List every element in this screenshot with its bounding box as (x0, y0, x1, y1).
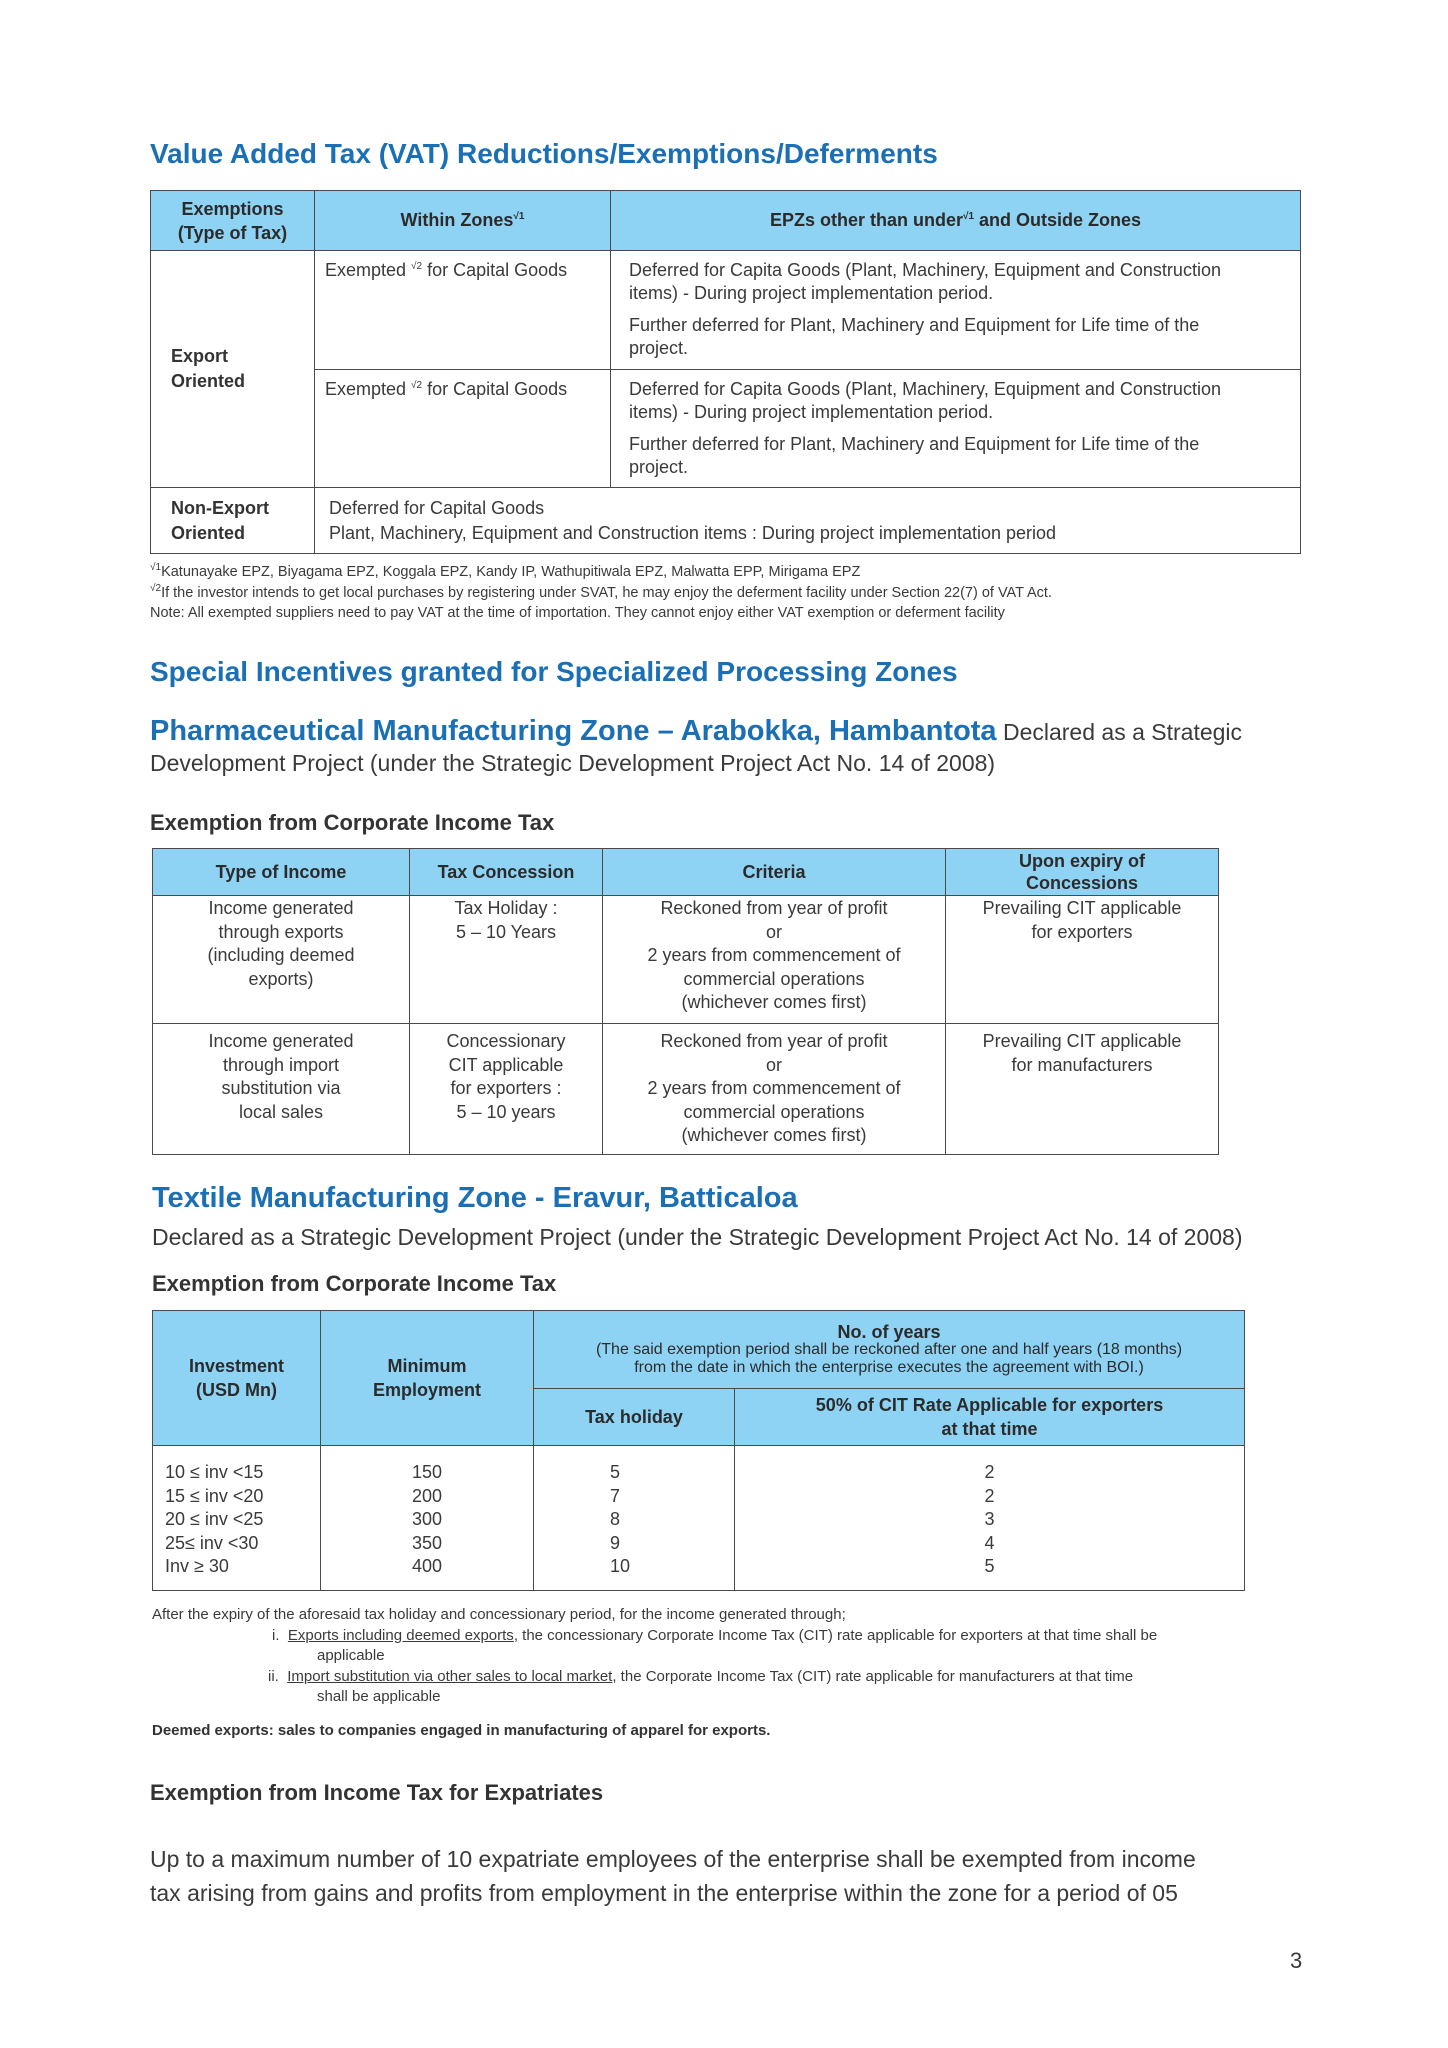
pharma-declared-inline: Declared as a Strategic (996, 719, 1243, 745)
table-row: 20 ≤ inv <25 (165, 1509, 264, 1529)
exports-link-text: Exports including deemed exports (287, 1626, 514, 1644)
textile-subheading: Exemption from Corporate Income Tax (152, 1271, 557, 1296)
list-item-continuation: shall be applicable (317, 1688, 441, 1705)
textile-header-tax-holiday: Tax holiday (534, 1389, 735, 1446)
table-row: 15 ≤ inv <20 (165, 1485, 264, 1506)
textile-holiday-col: 5 7 8 9 10 (534, 1446, 735, 1591)
textile-title: Textile Manufacturing Zone - Eravur, Batticaloa (152, 1182, 798, 1214)
textile-header-years: No. of years (The said exemption period shall be reckoned after one and half years (18 months) from the date in which the enterprise executes the agreement with BOI.) (534, 1311, 1245, 1389)
pharma-title: Pharmaceutical Manufacturing Zone – Arabokka, Hambantota (150, 715, 997, 747)
table-row: 25≤ inv <30 (165, 1532, 259, 1553)
textile-declared: Declared as a Strategic Development Project (under the Strategic Development Project Act No. 14 of 2008) (152, 1224, 1243, 1250)
pharma-row1-concession: Tax Holiday : 5 – 10 Years (410, 896, 603, 1024)
textile-header-investment: Investment (USD Mn) (153, 1311, 321, 1446)
textile-table (152, 1310, 1245, 1591)
textile-employment-col: 150 200 300 350 400 (321, 1446, 534, 1591)
pharma-heading (150, 715, 1330, 748)
vat-header-exemptions: Exemptions (Type of Tax) (151, 191, 315, 251)
expat-subheading: Exemption from Income Tax for Expatriates (150, 1780, 604, 1805)
pharma-header-type: Type of Income (153, 849, 410, 896)
pharma-row1-criteria: Reckoned from year of profit or 2 years from commencement of commercial operations (whichever comes first) (603, 896, 946, 1024)
vat-row1-epz: Deferred for Capita Goods (Plant, Machinery, Equipment and Construction items) - During project implementation period. Further deferred for Plant, Machinery and Equipment for Life time of the project. (611, 251, 1301, 370)
pharma-header-expiry: Upon expiry of Concessions (946, 849, 1219, 896)
pharma-table (152, 848, 1219, 1155)
pharma-row2-criteria: Reckoned from year of profit or 2 years from commencement of commercial operations (whichever comes first) (603, 1024, 946, 1155)
list-item-continuation: applicable (317, 1647, 385, 1664)
list-item: ii. Import substitution via other sales to local market, the Corporate Income Tax (CIT) rate applicable for manufacturers at that time (268, 1667, 1134, 1685)
special-incentives-title: Special Incentives granted for Specialized Processing Zones (150, 656, 958, 687)
textile-header-cit50: 50% of CIT Rate Applicable for exporters at that time (735, 1389, 1245, 1446)
textile-after-expiry (152, 1605, 1312, 1708)
vat-row2-epz: Deferred for Capita Goods (Plant, Machinery, Equipment and Construction items) - During project implementation period. Further deferred for Plant, Machinery and Equipment for Life time of the project. (611, 370, 1301, 488)
pharma-row2-concession: Concessionary CIT applicable for exporters : 5 – 10 years (410, 1024, 603, 1155)
vat-row2-within: Exempted $^{√2}$ for Capital Goods (315, 370, 611, 488)
deemed-exports-note: Deemed exports: sales to companies engaged in manufacturing of apparel for exports. (152, 1722, 771, 1739)
import-link-text: Import substitution via other sales to local market (287, 1667, 613, 1685)
vat-export-oriented-label: Export Oriented (151, 251, 315, 488)
vat-note-3: Note: All exempted suppliers need to pay VAT at the time of importation. They cannot enjoy either VAT exemption or deferment facility (150, 605, 1005, 621)
list-item: i. Exports including deemed exports, the concessionary Corporate Income Tax (CIT) rate applicable for exporters at that time shall be (272, 1626, 1158, 1644)
textile-investment-col (153, 1446, 321, 1591)
textile-cit50-col: 2 2 3 4 5 (735, 1446, 1245, 1591)
table-row: Inv ≥ 30 (165, 1556, 229, 1576)
pharma-header-concession: Tax Concession (410, 849, 603, 896)
textile-header-employment: Minimum Employment (321, 1311, 534, 1446)
vat-note-2: $^{√2}$If the investor intends to get local purchases by registering under SVAT, he may enjoy the deferment facility under Section 22(7) of VAT Act. (150, 582, 1052, 601)
pharma-row2-expiry: Prevailing CIT applicable for manufacturers (946, 1024, 1219, 1155)
expat-paragraph: Up to a maximum number of 10 expatriate employees of the enterprise shall be exempted from income tax arising from gains and profits from employment in the enterprise within the zone for a period of 05 (150, 1846, 1196, 1906)
after-intro: After the expiry of the aforesaid tax holiday and concessionary period, for the income generated through; (152, 1606, 846, 1623)
pharma-row1-expiry: Prevailing CIT applicable for exporters (946, 896, 1219, 1024)
page-number: 3 (1290, 1948, 1303, 1973)
vat-non-export-text: Deferred for Capital Goods Plant, Machinery, Equipment and Construction items : During project implementation period (315, 488, 1301, 554)
vat-notes (150, 562, 1052, 624)
vat-title: Value Added Tax (VAT) Reductions/Exemptions/Deferments (150, 138, 938, 169)
pharma-declared-line2: Development Project (under the Strategic Development Project Act No. 14 of 2008) (150, 750, 996, 776)
pharma-row2-type: Income generated through import substitution via local sales (153, 1024, 410, 1155)
vat-note-1: $^{√1}$Katunayake EPZ, Biyagama EPZ, Koggala EPZ, Kandy IP, Wathupitiwala EPZ, Malwatta EPP, Mirigama EPZ (150, 562, 861, 580)
table-row: 10 ≤ inv <15 (165, 1462, 264, 1482)
vat-header-epz: EPZs other than under$^{√1}$ and Outside Zones (611, 191, 1301, 251)
pharma-header-criteria: Criteria (603, 849, 946, 896)
pharma-subheading: Exemption from Corporate Income Tax (150, 810, 555, 835)
vat-row1-within: Exempted $^{√2}$ for Capital Goods (315, 251, 611, 370)
vat-non-export-label: Non-Export Oriented (151, 488, 315, 554)
pharma-row1-type: Income generated through exports (including deemed exports) (153, 896, 410, 1024)
vat-header-within-zones: Within Zones$^{√1}$ (315, 191, 611, 251)
vat-table (150, 190, 1301, 554)
